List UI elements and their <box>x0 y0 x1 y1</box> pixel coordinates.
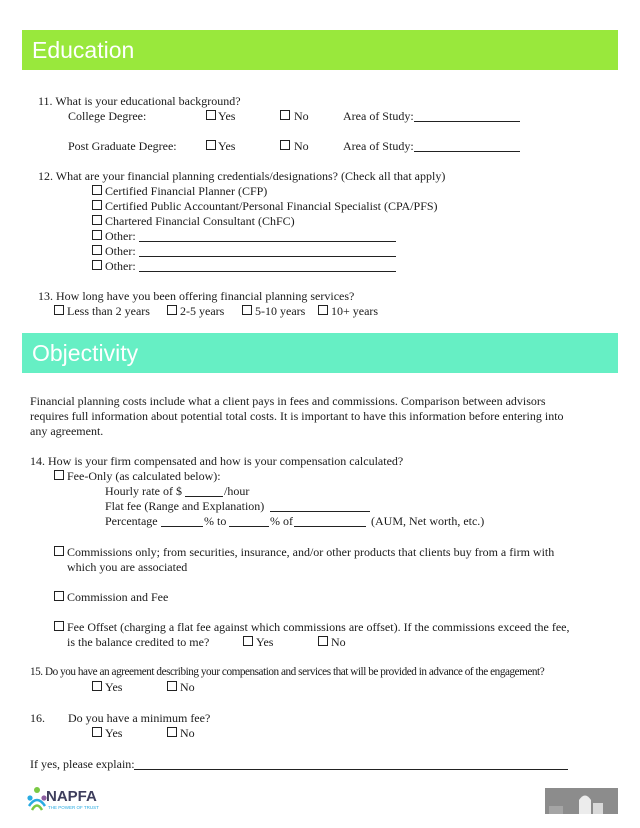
q14-fee-offset-label-1: Fee Offset (charging a flat fee against which commissions are offset). If the commissions exceed the fee, <box>67 620 570 634</box>
intro-line-3: any agreement. <box>30 424 104 438</box>
q11-postgrad-no-checkbox[interactable] <box>280 140 290 150</box>
explain-label: If yes, please explain: <box>30 757 135 771</box>
education-title: Education <box>32 37 135 63</box>
q14-flat-fee-field[interactable] <box>270 511 370 512</box>
q12-other1-checkbox[interactable] <box>92 230 102 240</box>
q14-percentage-to-field[interactable] <box>229 526 269 527</box>
q12-other1-field[interactable] <box>139 241 396 242</box>
q11-college-area-field[interactable] <box>414 121 520 122</box>
q11-college-yes-checkbox[interactable] <box>206 110 216 120</box>
building-icon <box>545 788 618 814</box>
q14-flat-fee-label: Flat fee (Range and Explanation) <box>105 499 265 513</box>
q14-commission-and-fee-label: Commission and Fee <box>67 590 169 604</box>
q14-fee-offset-checkbox[interactable] <box>54 621 64 631</box>
q14-commissions-label-2: which you are associated <box>67 560 188 574</box>
q14-fee-only-label: Fee-Only (as calculated below): <box>67 469 221 483</box>
q13-question: 13. How long have you been offering financial planning services? <box>38 289 355 303</box>
q14-percentage-note: (AUM, Net worth, etc.) <box>371 514 485 528</box>
q15-question: 15. Do you have an agreement describing your compensation and services that will be provided in advance of the engagement? <box>30 666 545 678</box>
q14-offset-yes-checkbox[interactable] <box>243 636 253 646</box>
q11-college-label: College Degree: <box>68 109 147 123</box>
q11-postgrad-yes-label: Yes <box>218 139 236 153</box>
q16-no-label: No <box>180 726 195 740</box>
q13-2to5-checkbox[interactable] <box>167 305 177 315</box>
q11-postgrad-area-field[interactable] <box>414 151 520 152</box>
q14-offset-yes-label: Yes <box>256 635 274 649</box>
q11-postgrad-area-label: Area of Study: <box>343 139 414 153</box>
q11-postgrad-no-label: No <box>294 139 309 153</box>
q15-yes-label: Yes <box>105 680 123 694</box>
q14-fee-only-checkbox[interactable] <box>54 470 64 480</box>
q14-percentage-from-field[interactable] <box>161 526 203 527</box>
q12-other2-label: Other: <box>105 244 136 258</box>
q12-question: 12. What are your financial planning credentials/designations? (Check all that apply) <box>38 169 446 183</box>
q12-other3-checkbox[interactable] <box>92 260 102 270</box>
q15-no-checkbox[interactable] <box>167 681 177 691</box>
q14-hourly-label: Hourly rate of $ <box>105 484 182 498</box>
q14-percentage-label: Percentage <box>105 514 158 528</box>
q12-other2-field[interactable] <box>139 256 396 257</box>
objectivity-title: Objectivity <box>32 340 139 366</box>
q13-2to5-label: 2-5 years <box>180 304 225 318</box>
q14-commissions-label-1: Commissions only; from securities, insurance, and/or other products that clients buy from a firm with <box>67 545 555 559</box>
q13-10plus-checkbox[interactable] <box>318 305 328 315</box>
q14-percentage-of-label: % of <box>270 514 293 528</box>
napfa-people-icon <box>26 786 48 812</box>
q11-postgrad-label: Post Graduate Degree: <box>68 139 177 153</box>
q11-postgrad-yes-checkbox[interactable] <box>206 140 216 150</box>
q14-question: 14. How is your firm compensated and how is your compensation calculated? <box>30 454 404 468</box>
q16-yes-checkbox[interactable] <box>92 727 102 737</box>
q12-cpa-label: Certified Public Accountant/Personal Financial Specialist (CPA/PFS) <box>105 199 438 213</box>
q14-hourly-field[interactable] <box>185 496 223 497</box>
q14-commission-and-fee-checkbox[interactable] <box>54 591 64 601</box>
education-banner <box>22 30 618 70</box>
intro-line-1: Financial planning costs include what a client pays in fees and commissions. Comparison between advisors <box>30 394 546 408</box>
q13-lt2-label: Less than 2 years <box>67 304 150 318</box>
q14-fee-offset-label-2: is the balance credited to me? <box>67 635 210 649</box>
objectivity-banner <box>22 333 618 373</box>
footer-building-image <box>545 788 618 814</box>
q16-number: 16. <box>30 711 45 725</box>
q12-cpa-checkbox[interactable] <box>92 200 102 210</box>
q15-yes-checkbox[interactable] <box>92 681 102 691</box>
q13-5to10-label: 5-10 years <box>255 304 306 318</box>
q11-college-yes-label: Yes <box>218 109 236 123</box>
q14-commissions-checkbox[interactable] <box>54 546 64 556</box>
q16-question: Do you have a minimum fee? <box>68 711 211 725</box>
q12-other3-label: Other: <box>105 259 136 273</box>
q13-10plus-label: 10+ years <box>331 304 379 318</box>
q16-no-checkbox[interactable] <box>167 727 177 737</box>
q12-cfp-checkbox[interactable] <box>92 185 102 195</box>
q14-offset-no-label: No <box>331 635 346 649</box>
q12-chfc-label: Chartered Financial Consultant (ChFC) <box>105 214 295 228</box>
q15-no-label: No <box>180 680 195 694</box>
q12-chfc-checkbox[interactable] <box>92 215 102 225</box>
q12-other3-field[interactable] <box>139 271 396 272</box>
q14-hourly-unit: /hour <box>224 484 250 498</box>
q11-college-area-label: Area of Study: <box>343 109 414 123</box>
q14-percentage-of-field[interactable] <box>294 526 366 527</box>
q14-offset-no-checkbox[interactable] <box>318 636 328 646</box>
q13-5to10-checkbox[interactable] <box>242 305 252 315</box>
q13-lt2-checkbox[interactable] <box>54 305 64 315</box>
q12-other2-checkbox[interactable] <box>92 245 102 255</box>
q11-college-no-checkbox[interactable] <box>280 110 290 120</box>
napfa-logo-tagline: THE POWER OF TRUST <box>48 805 99 810</box>
q12-other1-label: Other: <box>105 229 136 243</box>
intro-line-2: requires full information about potential total costs. It is important to have this information before entering into <box>30 409 564 423</box>
q11-question: 11. What is your educational background? <box>38 94 241 108</box>
napfa-logo-text: NAPFA <box>46 788 97 805</box>
q11-college-no-label: No <box>294 109 309 123</box>
explain-field[interactable] <box>134 769 568 770</box>
q16-yes-label: Yes <box>105 726 123 740</box>
q14-percentage-to-label: % to <box>204 514 227 528</box>
q12-cfp-label: Certified Financial Planner (CFP) <box>105 184 268 198</box>
